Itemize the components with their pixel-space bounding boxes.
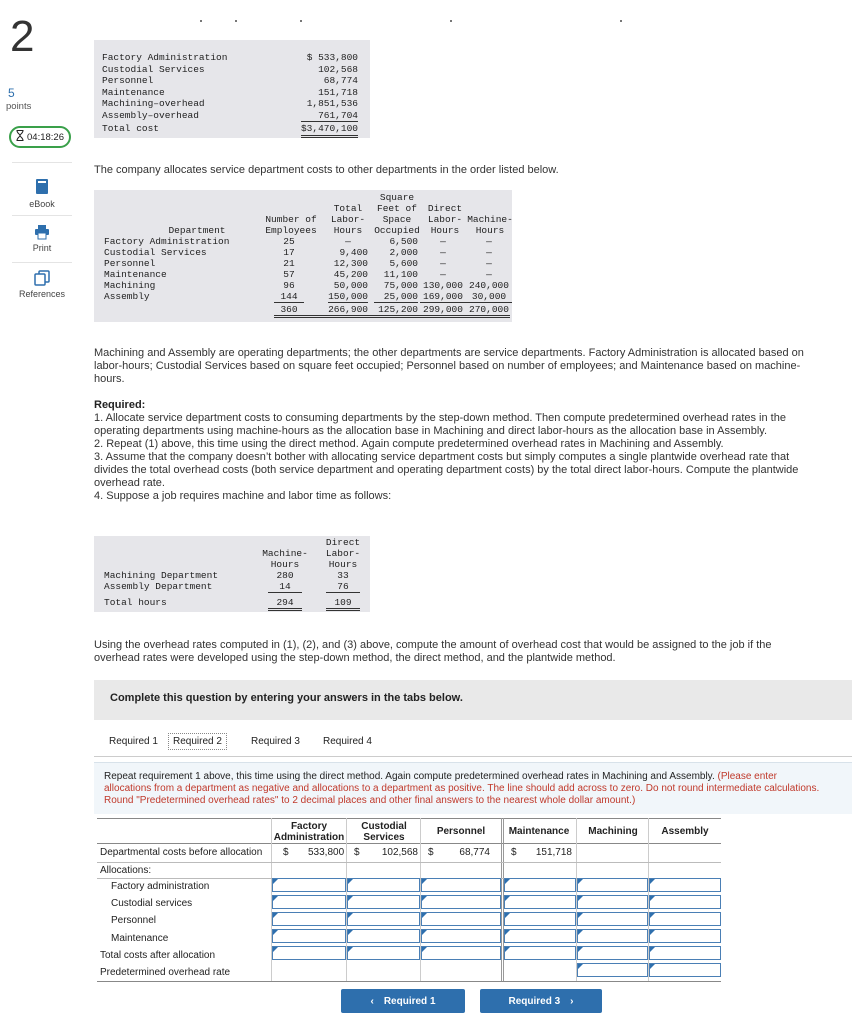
chevron-right-icon: › [570, 995, 574, 1007]
value-custodial-before: 102,568 [381, 847, 418, 858]
next-required-button[interactable] [480, 989, 602, 1013]
header-department: Department [168, 225, 226, 236]
tab-required-3[interactable]: Required 3 [251, 736, 300, 747]
required-item-3: 3. Assume that the company doesn’t bother with allocating service department costs but simply computes a single plantwide overhead rate that divides the total overhead costs (both service department and operating department costs) by the total direct labor-hours. Compute the plantwide overhead rate. [94, 451, 799, 489]
row-total-after: Total costs after allocation [100, 950, 216, 961]
rail-divider [12, 262, 72, 263]
tab-required-2[interactable]: Required 2 [168, 733, 227, 750]
department-table [94, 190, 512, 322]
cost-value: $ 533,800 [306, 52, 358, 63]
question-number: 2 [10, 12, 35, 61]
cost-value: 761,704 [301, 110, 358, 123]
labor-column: — 9,400 12,300 45,200 50,000 150,000 266,900 [328, 236, 368, 315]
cropped-text-fragment [200, 20, 640, 22]
job-dlh-column: 33 76 109 [326, 570, 360, 611]
required-heading: Required: [94, 399, 146, 411]
copy-pages-icon [12, 270, 72, 286]
references-button[interactable] [12, 270, 72, 299]
cost-value: 1,851,536 [306, 98, 358, 109]
cost-label: Factory Administration [102, 52, 228, 63]
references-label: References [18, 289, 66, 299]
input-personnel-to-factory[interactable] [272, 912, 346, 926]
job-header-mh: Machine- Hours [262, 548, 308, 570]
header-square-feet: Square Feet of Space Occupied [374, 192, 420, 236]
input-personnel-to-assembly[interactable] [649, 912, 721, 926]
header-labor-hours: Total Labor- Hours [330, 203, 366, 236]
totals-double-underline [274, 315, 510, 318]
prev-required-label: Required 1 [383, 995, 436, 1007]
header-machine-hours: Machine- Hours [467, 214, 513, 236]
cost-table [94, 40, 370, 138]
row-allocations: Allocations: [100, 865, 152, 876]
required-item-4: 4. Suppose a job requires machine and labor time as follows: [94, 490, 392, 502]
tab-required-1[interactable]: Required 1 [109, 736, 158, 747]
table-bottom-border [97, 981, 721, 982]
input-maintenance-to-personnel[interactable] [421, 929, 501, 943]
cost-values [301, 52, 358, 138]
row-factory-admin: Factory administration [111, 881, 210, 892]
row-custodial: Custodial services [111, 898, 193, 909]
rail-divider [12, 215, 72, 216]
cost-value: 151,718 [318, 86, 358, 98]
cost-value: 102,568 [318, 63, 358, 75]
cost-label: Custodial Services [102, 63, 205, 75]
cost-labels [102, 52, 227, 135]
row-before-allocation: Departmental costs before allocation [100, 847, 263, 858]
intro-text: The company allocates service department costs to other departments in the order listed below. [94, 164, 559, 176]
timer-text: 04:18:26 [27, 131, 64, 143]
input-personnel-to-custodial[interactable] [347, 912, 420, 926]
gridline [501, 818, 502, 982]
value-maintenance-before: 151,718 [535, 847, 572, 858]
using-text: Using the overhead rates computed in (1), (2), and (3) above, compute the amount of overhead cost that would be assigned to the job if the overhead rates were developed using the step-down method, the direct method, and the plantwide method. [94, 639, 772, 664]
operating-text: Machining and Assembly are operating departments; the other departments are service departments. Factory Administration is allocated based on labor-hours; Custodial Services based on square feet occupied; Personnel based on number of employees; and Maintenance based on machine-hours. [94, 347, 804, 385]
dept-names [104, 236, 229, 302]
emp-column: 25 17 21 57 96 144 360 [274, 236, 304, 315]
value-personnel-before: 68,774 [459, 847, 490, 858]
header-direct-labor: Direct Labor- Hours [427, 203, 463, 236]
tab-required-4[interactable]: Required 4 [323, 736, 372, 747]
next-required-label: Required 3 [508, 995, 561, 1007]
instruction-text [104, 771, 824, 807]
ebook-label: eBook [29, 199, 55, 209]
input-personnel-from-personnel[interactable] [421, 912, 501, 926]
dlh-column: — — — — 130,000 169,000 299,000 [420, 236, 466, 315]
input-factory-admin-to-personnel[interactable] [421, 878, 501, 892]
row-personnel: Personnel [111, 915, 157, 926]
input-rate-machining[interactable] [577, 963, 648, 977]
input-factory-admin-to-assembly[interactable] [649, 878, 721, 892]
points-value: 5 [8, 86, 15, 100]
instruction-note: (Please enter allocations from a department as negative and allocations to a department as positive. The line should add across to zero. Do not round intermediate calculations. Round "Predetermined overhead rates" to 2 decimal places and other final answers to the nearest whole dollar amount.) [104, 771, 820, 806]
input-personnel-to-machining[interactable] [577, 912, 648, 926]
row-predetermined-rate: Predetermined overhead rate [100, 967, 231, 978]
currency-symbol: $ [354, 847, 360, 858]
input-maintenance-to-machining[interactable] [577, 929, 648, 943]
input-factory-admin-to-maintenance[interactable] [504, 878, 576, 892]
cost-label: Personnel [102, 75, 154, 86]
header-bottom-border [97, 843, 721, 844]
input-maintenance-to-custodial[interactable] [347, 929, 420, 943]
input-factory-admin-from-factory[interactable] [272, 878, 346, 892]
job-labels: Machining Department Assembly Department Total hours [104, 570, 219, 608]
print-label: Print [32, 243, 52, 253]
input-maintenance-to-factory[interactable] [272, 929, 346, 943]
dept-name: Maintenance [104, 269, 167, 280]
total-cost-value: $3,470,100 [301, 123, 358, 138]
dept-name: Factory Administration [104, 236, 230, 247]
input-total-machining[interactable] [577, 946, 648, 960]
chevron-left-icon: ‹ [370, 995, 374, 1007]
input-total-personnel[interactable] [421, 946, 501, 960]
job-header-dlh: Direct Labor- Hours [325, 537, 361, 570]
input-custodial-to-factory[interactable] [272, 895, 346, 909]
book-icon [12, 178, 72, 196]
header-employees: Number of Employees [265, 214, 317, 236]
input-factory-admin-to-machining[interactable] [577, 878, 648, 892]
col-maintenance: Maintenance [508, 826, 570, 837]
cost-label: Machining–overhead [102, 98, 205, 109]
col-factory-admin: Factory Administration [273, 821, 345, 843]
cost-value: 68,774 [323, 75, 358, 86]
input-total-factory[interactable] [272, 946, 346, 960]
row-border [97, 862, 721, 863]
cost-label: Maintenance [102, 86, 165, 98]
input-custodial-to-assembly[interactable] [649, 895, 721, 909]
col-custodial: Custodial Services [361, 821, 407, 843]
input-custodial-to-machining[interactable] [577, 895, 648, 909]
sqft-column: 6,500 2,000 5,600 11,100 75,000 25,000 125,200 [374, 236, 418, 315]
print-button[interactable] [12, 224, 72, 253]
timer[interactable] [9, 126, 71, 148]
required-item-2: 2. Repeat (1) above, this time using the direct method. Again compute predetermined overhead rates in Machining and Assembly. [94, 438, 724, 450]
input-custodial-to-personnel[interactable] [421, 895, 501, 909]
input-total-assembly[interactable] [649, 946, 721, 960]
currency-symbol: $ [511, 847, 517, 858]
dept-name: Machining [104, 280, 156, 291]
input-total-maintenance[interactable] [504, 946, 576, 960]
col-assembly: Assembly [661, 826, 709, 837]
total-cost-label: Total cost [102, 123, 160, 134]
cost-label: Assembly–overhead [102, 109, 199, 121]
dept-name: Personnel [104, 258, 156, 269]
job-table [94, 536, 370, 612]
currency-symbol: $ [428, 847, 434, 858]
currency-symbol: $ [283, 847, 289, 858]
col-machining: Machining [588, 826, 638, 837]
value-factory-before: 533,800 [308, 847, 345, 858]
row-maintenance: Maintenance [111, 933, 169, 944]
required-item-1: 1. Allocate service department costs to consuming departments by the step-down method. Then compute predetermined overhead rates in the operating departments using machine-hours as the allocation base in Machining and direct labor-hours as the allocation base in Assembly. [94, 412, 786, 437]
dept-name: Assembly [104, 291, 150, 302]
hourglass-icon [16, 130, 24, 144]
input-custodial-to-maintenance[interactable] [504, 895, 576, 909]
input-personnel-to-maintenance[interactable] [504, 912, 576, 926]
tab-divider [94, 756, 852, 757]
input-total-custodial[interactable] [347, 946, 420, 960]
input-rate-assembly[interactable] [649, 963, 721, 977]
instruction-main: Repeat requirement 1 above, this time using the direct method. Again compute predetermined overhead rates in Machining and Assembly. [104, 771, 715, 782]
instruction-box [94, 762, 852, 814]
required-block [94, 399, 806, 503]
table-top-border [97, 818, 721, 819]
rail-divider [12, 162, 72, 163]
prev-required-button[interactable] [341, 989, 465, 1013]
input-custodial-from-custodial[interactable] [347, 895, 420, 909]
complete-banner [94, 680, 852, 720]
printer-icon [12, 224, 72, 240]
mh-column: — — — — 240,000 30,000 270,000 [466, 236, 512, 315]
input-maintenance-to-assembly[interactable] [649, 929, 721, 943]
dept-name: Custodial Services [104, 247, 207, 258]
col-personnel: Personnel [436, 826, 486, 837]
job-mh-column: 280 14 294 [268, 570, 302, 611]
complete-text: Complete this question by entering your answers in the tabs below. [110, 692, 463, 704]
input-factory-admin-to-custodial[interactable] [347, 878, 420, 892]
points-label: points [6, 101, 32, 112]
ebook-button[interactable] [12, 178, 72, 209]
input-maintenance-from-maintenance[interactable] [504, 929, 576, 943]
